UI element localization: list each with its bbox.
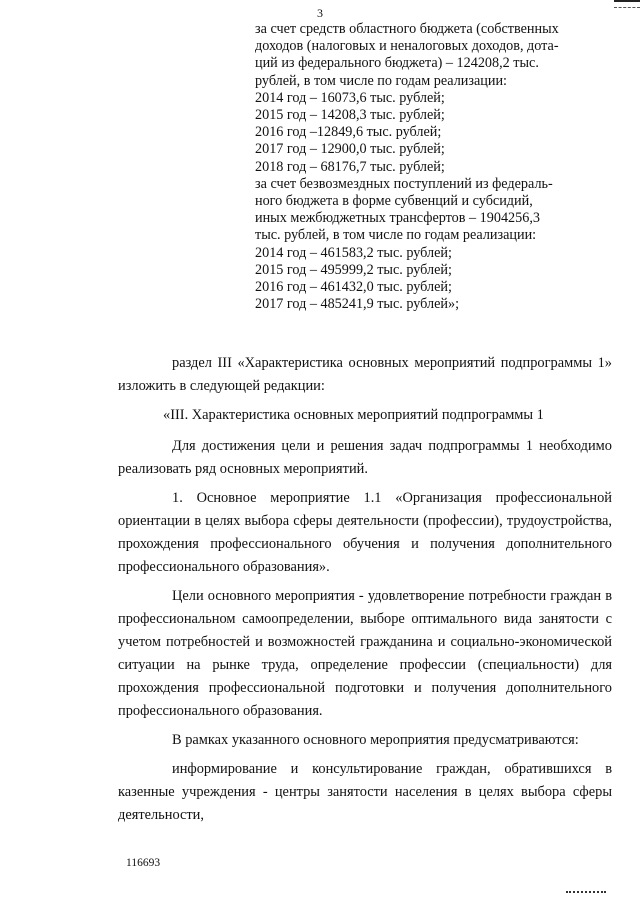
measure-goals-paragraph: Цели основного мероприятия - удовлетворение потребности граждан в профессиональном самоопределении, выборе оптимального вида занятости с учетом потребностей и возможностей гражданина и социально-экономической ситуации на рынке труда, определение профессии (специальности) для прохождения профессиональной подготовки и получения дополнительного профессионального образования.: [118, 588, 612, 719]
budget-line: тыс. рублей, в том числе по годам реализации:: [255, 227, 537, 244]
budget-line-year: 2018 год – 68176,7 тыс. рублей;: [255, 158, 445, 175]
budget-line-year: 2017 год – 485241,9 тыс. рублей»;: [255, 296, 460, 313]
bottom-dotted-mark: [566, 891, 606, 893]
budget-line-year: 2015 год – 14208,3 тыс. рублей;: [255, 107, 445, 124]
budget-line-year: 2014 год – 461583,2 тыс. рублей;: [255, 244, 452, 261]
budget-line: ного бюджета в форме субвенций и субсидий,: [255, 193, 533, 210]
budget-line-year: 2016 год – 461432,0 тыс. рублей;: [255, 279, 452, 296]
measure-1-1-paragraph: 1. Основное мероприятие 1.1 «Организация профессиональной ориентации в целях выбора сферы деятельности (профессии), трудоустройства, прохождения профессионального обучения и получения дополнительного профессионального образования».: [118, 490, 612, 575]
budget-line: рублей, в том числе по годам реализации:: [255, 72, 507, 89]
budget-line: за счет безвозмездных поступлений из федераль-: [255, 175, 553, 192]
page-number: 3: [317, 6, 323, 20]
section-heading: «III. Характеристика основных мероприятий подпрограммы 1: [163, 407, 544, 423]
main-body-text: [118, 352, 612, 827]
document-code: 116693: [126, 857, 161, 869]
budget-line-year: 2017 год – 12900,0 тыс. рублей;: [255, 141, 445, 158]
budget-line: иных межбюджетных трансфертов – 1904256,3: [255, 210, 540, 227]
budget-line-year: 2014 год – 16073,6 тыс. рублей;: [255, 89, 445, 106]
budget-line: доходов (налоговых и неналоговых доходов, дота-: [255, 38, 559, 55]
budget-line: за счет средств областного бюджета (собственных: [255, 21, 559, 37]
measure-scope-paragraph: В рамках указанного основного мероприятия предусматриваются:: [172, 732, 579, 748]
budget-financing-block: [255, 21, 585, 313]
budget-line: ций из федерального бюджета) – 124208,2 тыс.: [255, 55, 539, 72]
section-intro-paragraph: раздел III «Характеристика основных мероприятий подпрограммы 1» изложить в следующей редакции:: [118, 355, 612, 394]
goals-intro-paragraph: Для достижения цели и решения задач подпрограммы 1 необходимо реализовать ряд основных мероприятий.: [118, 438, 612, 477]
budget-line-year: 2015 год – 495999,2 тыс. рублей;: [255, 261, 452, 278]
budget-line-year: 2016 год –12849,6 тыс. рублей;: [255, 124, 442, 141]
informing-paragraph: информирование и консультирование граждан, обратившихся в казенные учреждения - центры занятости населения в целях выбора сферы деятельности,: [118, 761, 612, 823]
